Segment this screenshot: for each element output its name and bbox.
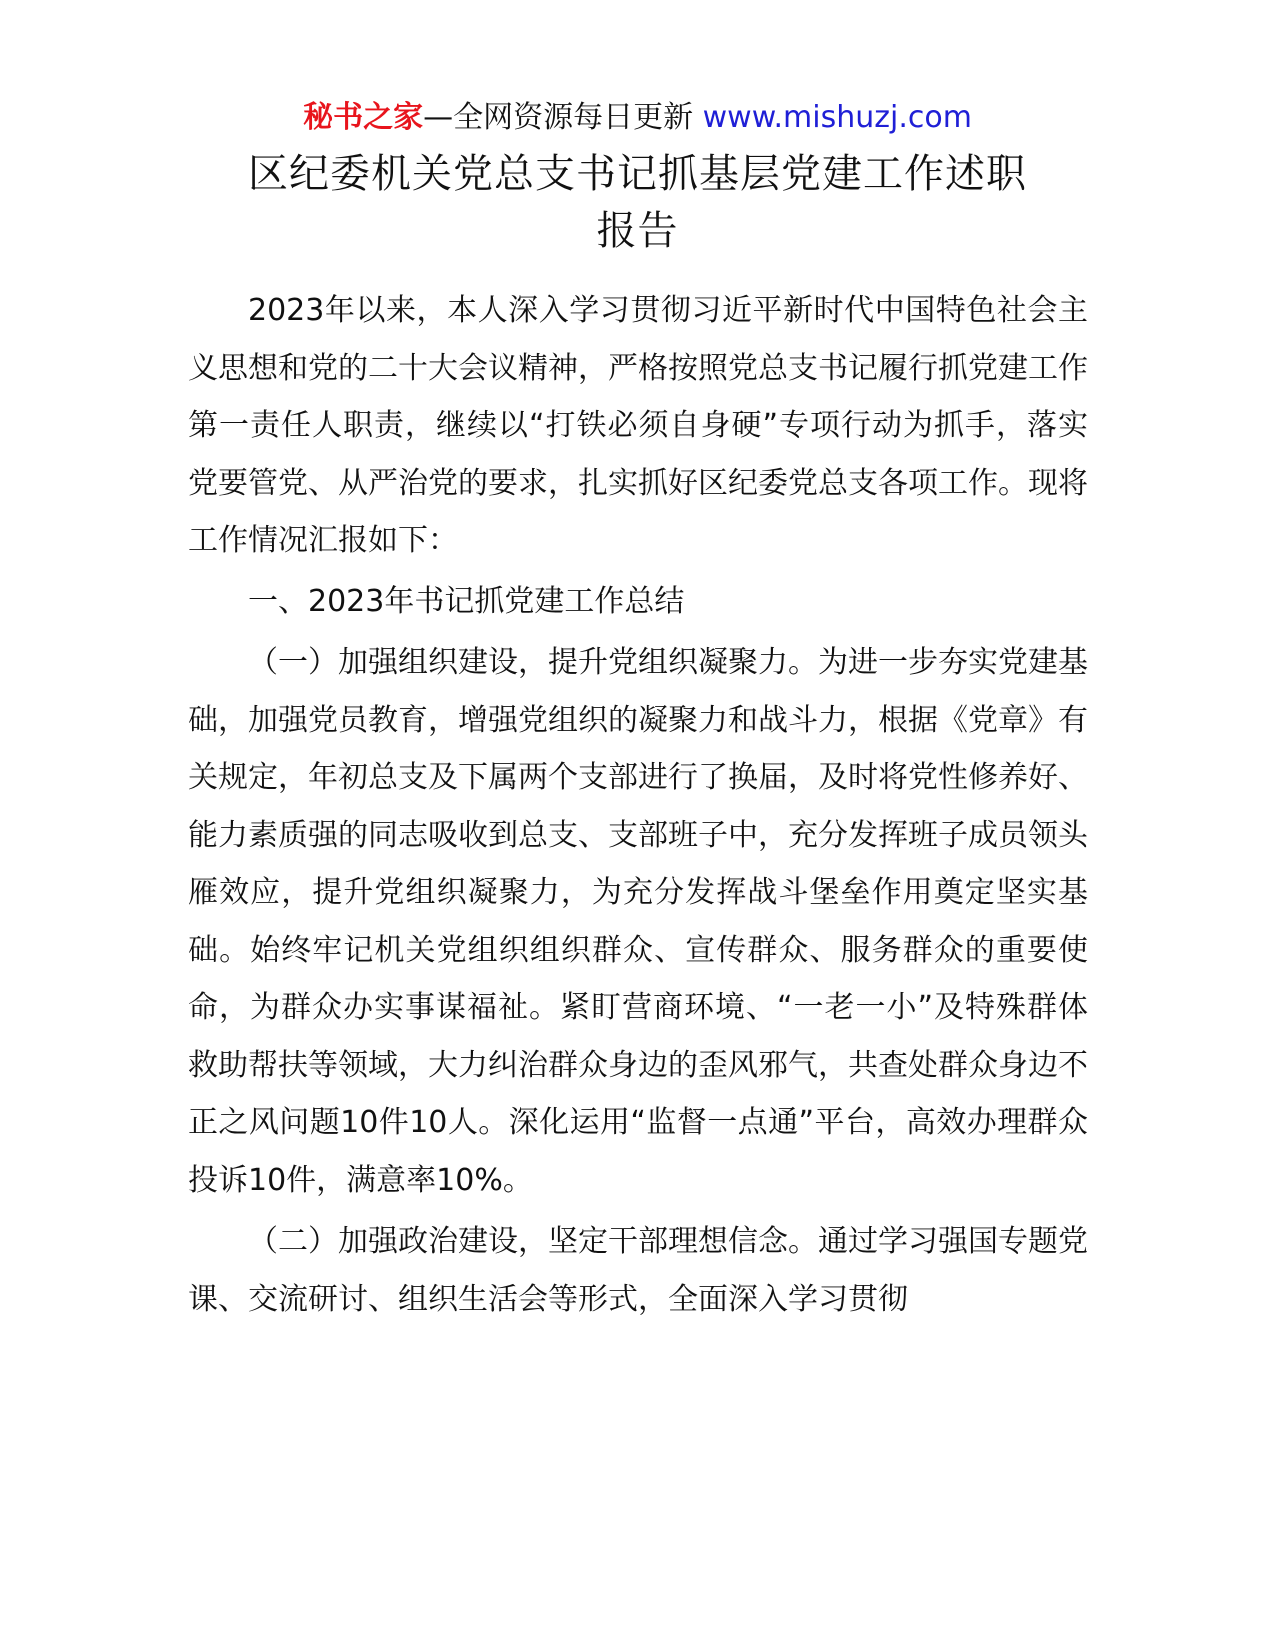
document-title — [150, 146, 1125, 260]
document-body — [188, 282, 1088, 1328]
section-heading: 一、2023年书记抓党建工作总结 — [248, 583, 685, 619]
title-line-2: 报告 — [596, 208, 679, 254]
title-line-1: 区纪委机关党总支书记抓基层党建工作述职 — [248, 151, 1027, 197]
header-slogan: —全网资源每日更新 — [423, 100, 703, 135]
site-url-link[interactable]: www.mishuzj.com — [702, 100, 972, 135]
watermark-header — [0, 96, 1275, 140]
subsection-paragraph-1: （一）加强组织建设，提升党组织凝聚力。为进一步夯实党建基础，加强党员教育，增强党组织的凝聚力和战斗力，根据《党章》有关规定，年初总支及下属两个支部进行了换届，及时将党性修养好、能力素质强的同志吸收到总支、支部班子中，充分发挥班子成员领头雁效应，提升党组织凝聚力，为充分发挥战斗堡垒作用奠定坚实基础。始终牢记机关党组织组织群众、宣传群众、服务群众的重要使命，为群众办实事谋福祉。紧盯营商环境、“一老一小”及特殊群体救助帮扶等领域，大力纠治群众身边的歪风邪气，共查处群众身边不正之风问题10件10人。深化运用“监督一点通”平台，高效办理群众投诉10件，满意率10%。 — [188, 645, 1088, 1198]
subsection-paragraph-2: （二）加强政治建设，坚定干部理想信念。通过学习强国专题党课、交流研讨、组织生活会等形式，全面深入学习贯彻 — [188, 1224, 1088, 1317]
intro-paragraph: 2023年以来，本人深入学习贯彻习近平新时代中国特色社会主义思想和党的二十大会议精神，严格按照党总支书记履行抓党建工作第一责任人职责，继续以“打铁必须自身硬”专项行动为抓手，落实党要管党、从严治党的要求，扎实抓好区纪委党总支各项工作。现将工作情况汇报如下： — [188, 293, 1088, 558]
brand-name: 秘书之家 — [303, 100, 424, 135]
